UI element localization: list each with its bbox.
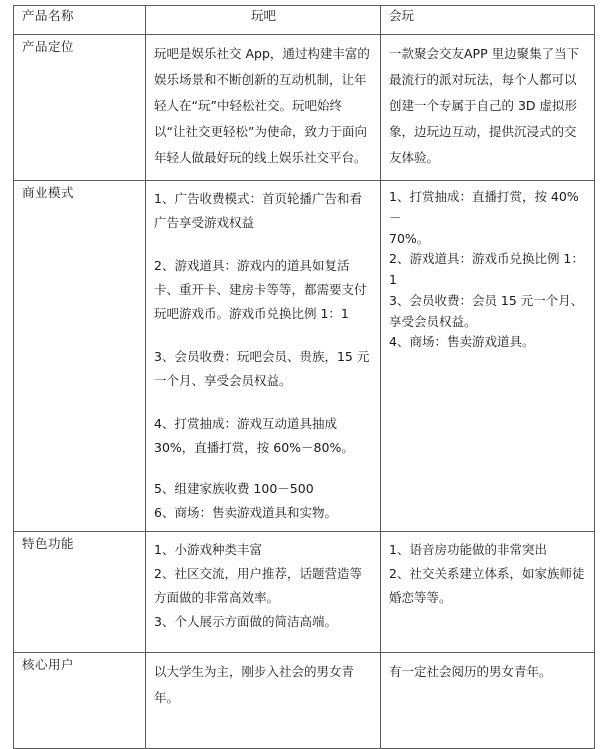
cell-paragraph: 3、会员收费：玩吧会员、贵族，15 元一个月、享受会员权益。 <box>154 349 370 388</box>
cell-users-wanba <box>146 653 381 749</box>
table-header-row <box>14 6 595 35</box>
paragraph-spacer <box>154 235 373 254</box>
header-cell-wanba <box>146 6 381 35</box>
row-label-text: 特色功能 <box>22 536 75 551</box>
cell-paragraph: 1、打赏抽成：直播打赏，按 40%－ <box>389 189 579 225</box>
cell-paragraph: 1、小游戏种类丰富 <box>154 542 262 557</box>
cell-features-huiwan <box>381 532 595 653</box>
table-row <box>14 653 595 749</box>
paragraph-spacer <box>154 460 373 477</box>
table-row <box>14 35 595 181</box>
cell-users-huiwan <box>381 653 595 749</box>
cell-paragraph: 3、个人展示方面做的简洁高端。 <box>154 614 337 629</box>
cell-paragraph: 有一定社会阅历的男女青年。 <box>389 664 552 679</box>
cell-paragraph: 4、商场：售卖游戏道具。 <box>389 334 535 350</box>
table-row <box>14 181 595 532</box>
cell-paragraph: 玩吧是娱乐社交 App，通过构建丰富的娱乐场景和不断创新的互动机制，让年轻人在“玩”中轻松社交。玩吧始终以“让社交更轻松”为使命，致力于面向年轻人做最好玩的线上娱乐社交平台。 <box>154 46 370 165</box>
row-label-text: 商业模式 <box>22 185 75 200</box>
row-label-core-users <box>14 653 146 749</box>
cell-paragraph: 4、打赏抽成：游戏互动道具抽成 30%，直播打赏，按 60%－80%。 <box>154 416 354 455</box>
header-wanba-text: 玩吧 <box>250 8 276 23</box>
row-label-text: 核心用户 <box>22 657 75 672</box>
cell-positioning-huiwan <box>381 35 595 181</box>
paragraph-spacer <box>154 326 373 345</box>
cell-paragraph: 以大学生为主，刚步入社会的男女青年。 <box>154 664 355 705</box>
header-huiwan-text: 会玩 <box>389 8 415 23</box>
row-label-text: 产品定位 <box>22 39 75 54</box>
cell-business-huiwan <box>381 181 595 532</box>
table-row <box>14 532 595 653</box>
cell-positioning-wanba <box>146 35 381 181</box>
cell-paragraph: 1、语音房功能做的非常突出 <box>389 542 547 557</box>
header-label-text: 产品名称 <box>22 8 75 23</box>
header-cell-label <box>14 6 146 35</box>
cell-features-wanba <box>146 532 381 653</box>
cell-paragraph: 一款聚会交友APP 里边聚集了当下最流行的派对玩法，每个人都可以创建一个专属于自己的 3D 虚拟形象，边玩边互动，提供沉浸式的交友体验。 <box>389 46 580 165</box>
cell-paragraph: 6、商场：售卖游戏道具和实物。 <box>154 505 337 520</box>
cell-paragraph: 3、会员收费：会员 15 元一个月、享受会员权益。 <box>389 292 584 329</box>
cell-paragraph: 2、游戏道具：游戏内的道具如复活卡、重开卡、建房卡等等，都需要支付玩吧游戏币。游戏币兑换比例 1：1 <box>154 258 367 321</box>
row-label-positioning <box>14 35 146 181</box>
cell-paragraph: 1、广告收费模式：首页轮播广告和看广告享受游戏权益 <box>154 191 362 230</box>
product-comparison-table <box>13 5 595 749</box>
cell-paragraph: 5、组建家族收费 100－500 <box>154 481 314 496</box>
paragraph-spacer <box>154 393 373 412</box>
cell-paragraph: 2、社区交流，用户推荐，话题营造等方面做的非常高效率。 <box>154 566 362 605</box>
cell-paragraph: 2、游戏道具：游戏币兑换比例 1：1 <box>389 251 584 287</box>
row-label-features <box>14 532 146 653</box>
cell-paragraph: 2、社交关系建立体系，如家族师徒婚恋等等。 <box>389 566 585 605</box>
row-label-business-model <box>14 181 146 532</box>
header-cell-huiwan <box>381 6 595 35</box>
cell-paragraph: 70%。 <box>389 230 430 246</box>
cell-business-wanba <box>146 181 381 532</box>
